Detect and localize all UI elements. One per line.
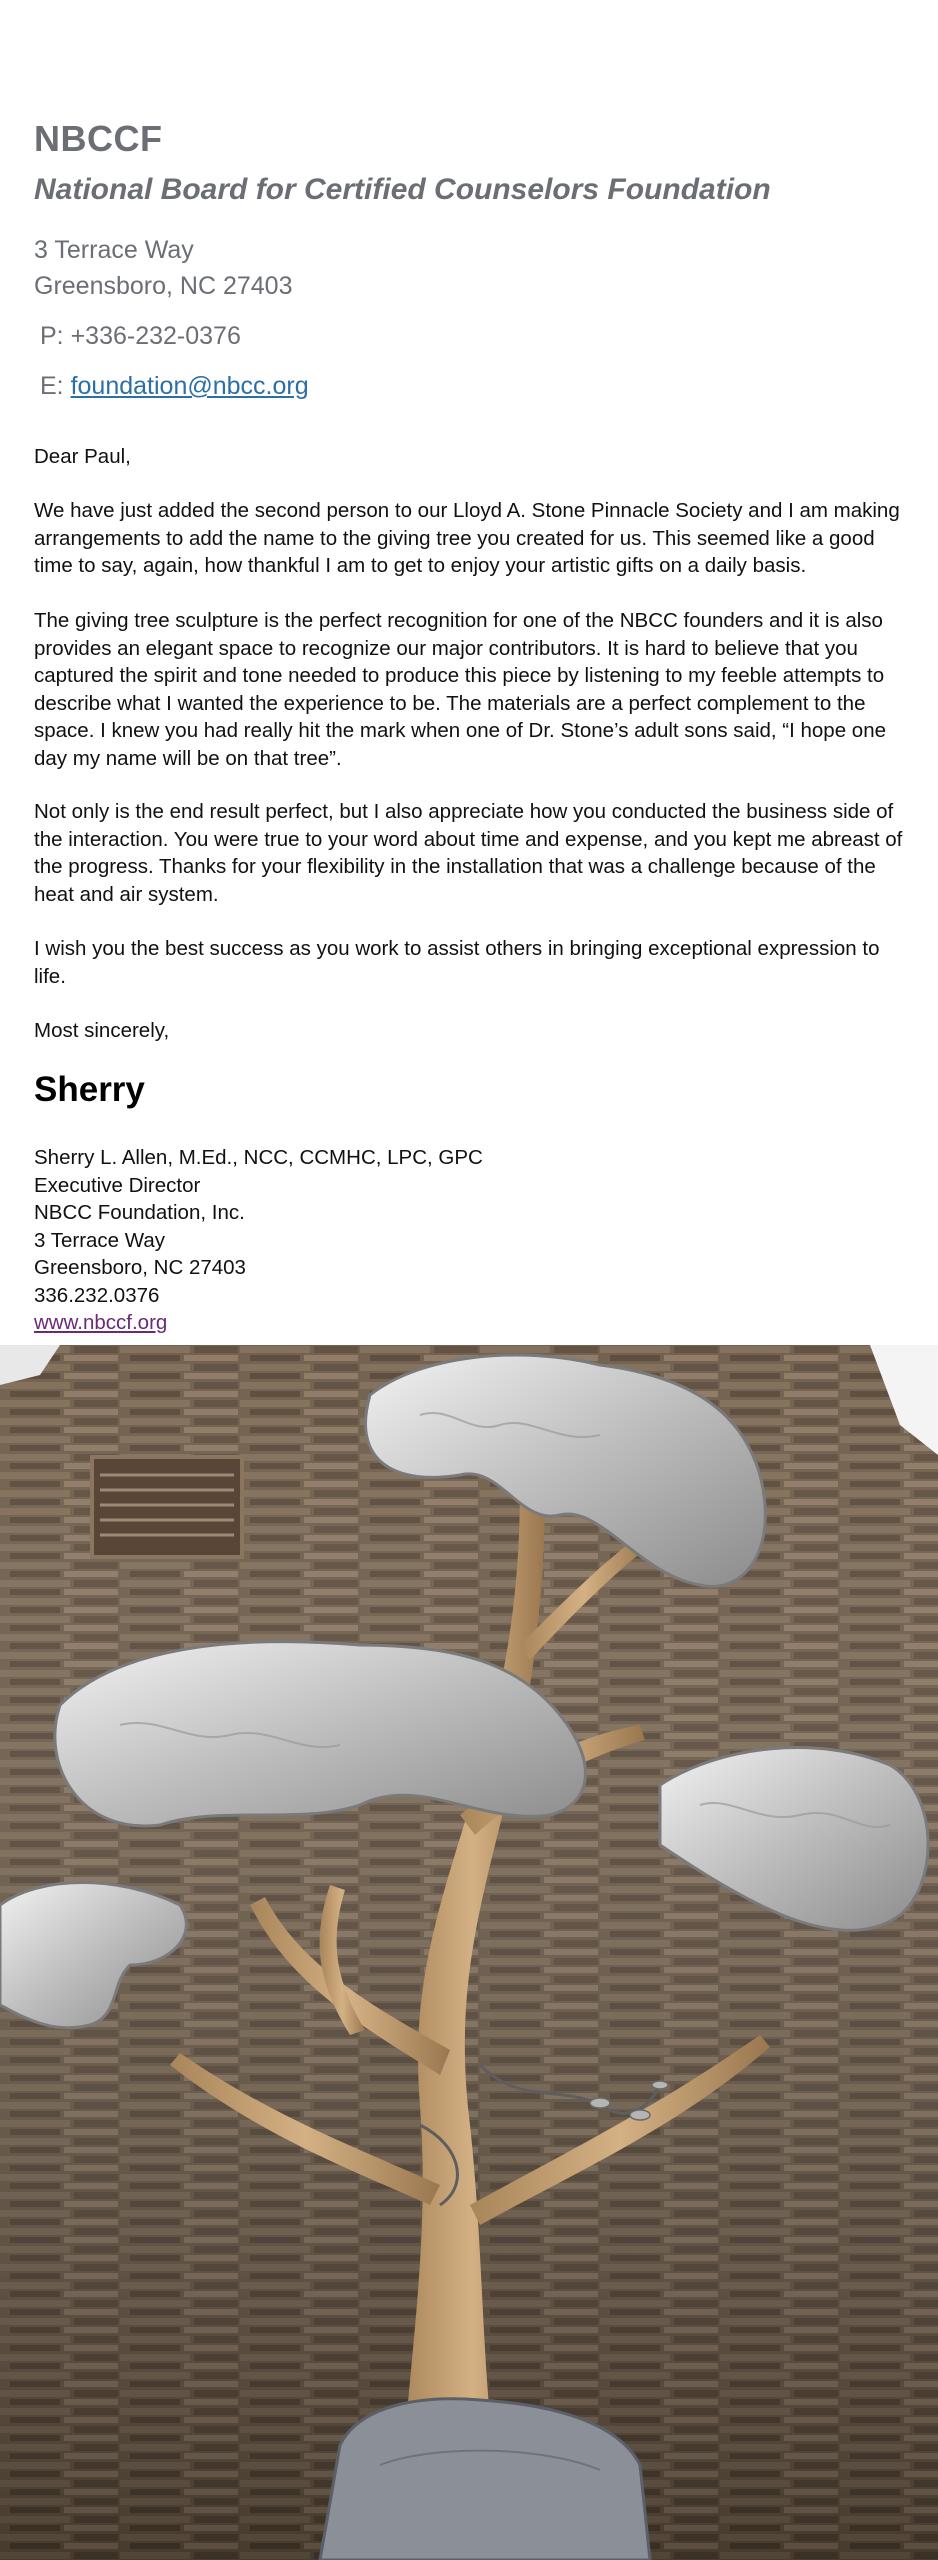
signature-block (34, 1144, 483, 1337)
paragraph-4: I wish you the best success as you work to assist others in bringing exceptional expression to life. (34, 937, 880, 988)
email-line (40, 372, 309, 401)
website-line (34, 1309, 483, 1337)
paragraph-2: The giving tree sculpture is the perfect recognition for one of the NBCC founders and it is also provides an elegant space to recognize our major contributors. It is hard to believe that you captured the spirit and tone needed to produce this piece by listening to my feeble attempts to describe what I wanted the experience to be. The materials are a perfect complement to the space. I knew you had really hit the mark when one of Dr. Stone’s adult sons said, “I hope one day my name will be on that tree”. (34, 609, 887, 770)
giving-tree-sculpture-image (0, 1345, 938, 2560)
address-line-1: 3 Terrace Way (34, 236, 194, 264)
closing: Most sincerely, (34, 1019, 170, 1042)
email-link[interactable]: foundation@nbcc.org (70, 372, 309, 400)
paragraph-3: Not only is the end result perfect, but I also appreciate how you conducted the business side of the interaction. You were true to your word about time and expense, and you kept me abreast of the progress. Thanks for your flexibility in the installation that was a challenge because of the heat and air system. (34, 800, 903, 906)
signature: Sherry (34, 1070, 145, 1109)
address-line-2: Greensboro, NC 27403 (34, 272, 293, 300)
giving-tree-photo (0, 1345, 938, 2560)
salutation: Dear Paul, (34, 445, 131, 468)
signer-title: Executive Director (34, 1173, 201, 1197)
org-full-name: National Board for Certified Counselors Foundation (34, 173, 771, 206)
signer-phone: 336.232.0376 (34, 1283, 160, 1307)
signer-address-1: 3 Terrace Way (34, 1228, 166, 1252)
signer-org: NBCC Foundation, Inc. (34, 1201, 245, 1224)
org-abbreviation: NBCCF (34, 118, 163, 159)
signer-address-2: Greensboro, NC 27403 (34, 1256, 246, 1279)
phone-number: P: +336-232-0376 (40, 322, 241, 350)
email-prefix: E: (40, 372, 71, 400)
wall-vent (92, 1457, 242, 1557)
paragraph-1: We have just added the second person to our Lloyd A. Stone Pinnacle Society and I am making arrangements to add the name to the giving tree you created for us. This seemed like a good time to say, again, how thankful I am to get to enjoy your artistic gifts on a daily basis. (34, 499, 900, 577)
website-link[interactable]: www.nbccf.org (34, 1311, 168, 1334)
signer-name: Sherry L. Allen, M.Ed., NCC, CCMHC, LPC, GPC (34, 1146, 483, 1169)
